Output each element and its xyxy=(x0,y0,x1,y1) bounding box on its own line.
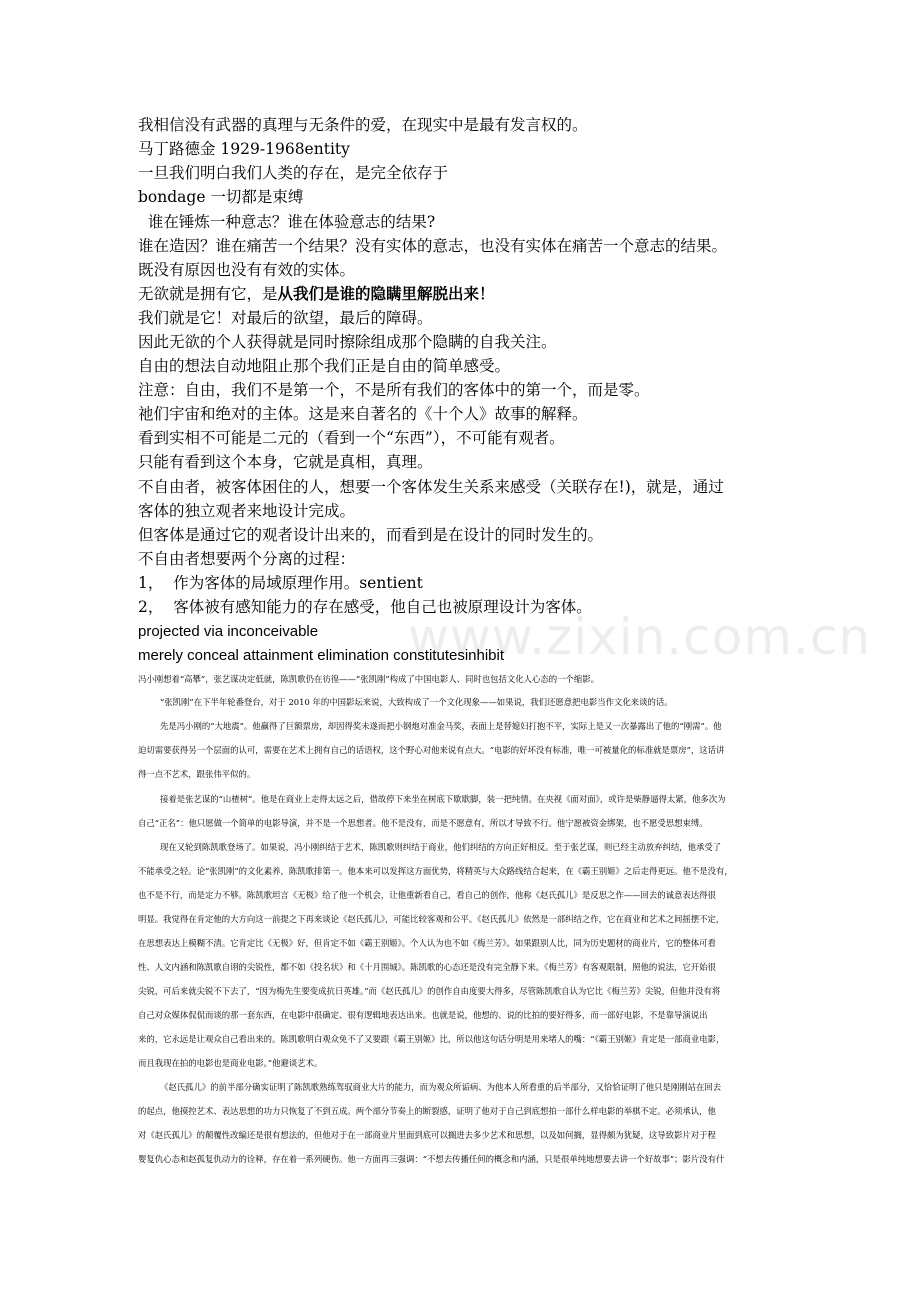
text-line: projected via inconceivable xyxy=(138,623,319,640)
small-text-line: 对《赵氏孤儿》的颠覆性改编还是很有想法的，但他对于在一部商业片里面到底可以搁进去多少艺术和思想，以及如何搁，显得颇为犹疑，这导致影片对于程 xyxy=(138,1130,716,1140)
text-line: 不自由者想要两个分离的过程： xyxy=(138,550,356,568)
text-line xyxy=(138,284,495,304)
small-text-line: 在思想表达上模糊不清。它肯定比《无极》好，但肯定不如《霸王别姬》。个人认为也不如《梅兰芳》。如果跟别人比，同为历史题材的商业片，它的整体可看 xyxy=(138,938,716,948)
small-text-line: 现在又轮到陈凯歌登场了。如果说，冯小刚纠结于艺术，陈凯歌则纠结于商业，他们纠结的方向正好相反。至于张艺谋，则已经主动放弃纠结，他承受了 xyxy=(160,842,722,852)
text-line: 马丁路德金 1929-1968entity xyxy=(138,140,350,158)
text-line: 注意：自由，我们不是第一个，不是所有我们的客体中的第一个，而是零。 xyxy=(138,381,650,399)
small-text-line: 先是冯小刚的“大地震”。他赢得了巨额票房，却因得奖未遂而把小钢炮对准金马奖，表面上是替媳妇打抱不平，实际上是又一次暴露出了他的“刚需”。他 xyxy=(160,721,722,731)
text-line: 我们就是它！对最后的欲望，最后的障碍。 xyxy=(138,309,433,327)
text-line: 因此无欲的个人获得就是同时擦除组成那个隐瞒的自我关注。 xyxy=(138,333,557,351)
watermark: www.zixin.com.cn xyxy=(408,608,872,666)
text-line: 看到实相不可能是二元的（看到一个“东西”），不可能有观者。 xyxy=(138,429,565,447)
small-text-line: 来的，它永远是让观众自己看出来的。陈凯歌明白观众免不了又要跟《霸王别姬》比，所以他这句话分明是用来堵人的嘴：“《霸王别姬》肯定是一部商业电影， xyxy=(138,1034,725,1044)
text-line: 谁在造因？谁在痛苦一个结果？没有实体的意志，也没有实体在痛苦一个意志的结果。 xyxy=(138,237,728,255)
small-text-line: 自己对众媒体侃侃而谈的那一套东西，在电影中很确定、很有逻辑地表达出来。也就是说，他想的、说的比拍的要好得多，而一部好电影，不是靠导演说出 xyxy=(138,1010,708,1020)
text-line: 祂们宇宙和绝对的主体。这是来自著名的《十个人》故事的解释。 xyxy=(138,405,588,423)
text-line: merely conceal attainment elimination constitutesinhibit xyxy=(138,647,505,664)
text-line: 但客体是通过它的观者设计出来的，而看到是在设计的同时发生的。 xyxy=(138,526,604,544)
small-text-line: 尖锐，可后来就尖锐不下去了，“因为梅先生要变成抗日英雄。”而《赵氏孤儿》的创作自由度要大得多，尽管陈凯歌自认为它比《梅兰芳》尖锐，但他并没有将 xyxy=(138,986,721,996)
small-text-line: 也不是不行，而是定力不够。陈凯歌坦言《无极》给了他一个机会，让他重新看自己，看自己的创作，他称《赵氏孤儿》是反思之作——回去的诚意表达得很 xyxy=(138,890,716,900)
text-line: 2， 客体被有感知能力的存在感受，他自己也被原理设计为客体。 xyxy=(138,598,592,616)
text-line: 谁在锤炼一种意志？谁在体验意志的结果? xyxy=(138,213,436,231)
small-text-line: 的起点，他摸控艺术、表达思想的功力只恢复了不到五成。两个部分节奏上的断裂感，证明了他对于自己到底想拍一部什么样电影的举棋不定。必须承认，他 xyxy=(138,1106,716,1116)
text-line: 客体的独立观者来地设计完成。 xyxy=(138,502,356,520)
small-text-line: 而且我现在拍的电影也是商业电影。”他避谈艺术。 xyxy=(138,1058,323,1068)
text-line: 自由的想法自动地阻止那个我们正是自由的简单感受。 xyxy=(138,357,511,375)
text-line: 既没有原因也没有有效的实体。 xyxy=(138,261,356,279)
text-line: 不自由者，被客体困住的人，想要一个客体发生关系来感受（关联存在!)，就是，通过 xyxy=(138,478,724,496)
text-segment: 无欲就是拥有它，是 xyxy=(138,285,278,303)
small-text-line: 《赵氏孤儿》的前半部分确实证明了陈凯歌熟练驾驭商业大片的能力，而为观众所诟病、为他本人所看重的后半部分，又恰恰证明了他只是刚刚站在回去 xyxy=(160,1082,722,1092)
text-line: 1， 作为客体的局域原理作用。sentient xyxy=(138,574,423,592)
text-line: 只能有看到这个本身，它就是真相，真理。 xyxy=(138,453,433,471)
small-text-line: 婴复仇心态和赵孤复仇动力的诠释，存在着一系列硬伤。他一方面再三强调：“不想去传播任何的概念和内涵，只是很单纯地想要去讲一个好故事”；影片没有什 xyxy=(138,1154,725,1164)
text-line: 我相信没有武器的真理与无条件的爱，在现实中是最有发言权的。 xyxy=(138,116,588,134)
text-line: bondage 一切都是束缚 xyxy=(138,188,304,206)
small-text-line: 冯小刚想着“高攀”，张艺谋决定低就，陈凯歌仍在彷徨——“张凯刚”构成了中国电影人、同时也包括文化人心态的一个缩影。 xyxy=(138,674,599,684)
small-text-line: 迫切需要获得另一个层面的认可，需要在艺术上拥有自己的话语权，这个野心对他来说有点大。“电影的好坏没有标准，唯一可被量化的标准就是票房”，这话讲 xyxy=(138,745,725,755)
bold-text-segment: 从我们是谁的隐瞒里解脱出来！ xyxy=(277,285,495,303)
small-text-line: 不能承受之轻。论“张凯刚”的文化素养，陈凯歌排第一。他本来可以发挥这方面优势，将精英与大众路线结合起来，在《霸王别姬》之后走得更远。他不是没有， xyxy=(138,866,733,876)
small-text-line: “张凯刚”在下半年轮番登台，对于 2010 年的中国影坛来说，大致构成了一个文化现象——如果说，我们还愿意把电影当作文化来谈的话。 xyxy=(160,697,673,707)
small-text-line: 自己“正名”：他只愿做一个简单的电影导演，并不是一个思想者。他不是没有，而是不愿意有，所以才导致不行。他宁愿被资金绑架，也不愿受思想束缚。 xyxy=(138,818,708,828)
text-line: 一旦我们明白我们人类的存在，是完全依存于 xyxy=(138,164,449,182)
small-text-line: 得一点不艺术，跟张伟平似的。 xyxy=(138,769,256,779)
small-text-line: 接着是张艺谋的“山楂树”。他是在商业上走得太远之后，借故停下来坐在树底下歇歇脚，装一把纯情。在央视《面对面》，或许是柴静逼得太紧，他多次为 xyxy=(160,794,726,804)
small-text-line: 性、人文内涵和陈凯歌自诩的尖锐性，都不如《投名状》和《十月围城》。陈凯歌的心态还是没有完全静下来。《梅兰芳》有客观限制，照他的说法，它开始很 xyxy=(138,962,716,972)
small-text-line: 明显。我觉得在肯定他的大方向这一前提之下再来谈论《赵氏孤儿》，可能比较客观和公平。《赵氏孤儿》依然是一部纠结之作，它在商业和艺术之间摇摆不定， xyxy=(138,914,725,924)
